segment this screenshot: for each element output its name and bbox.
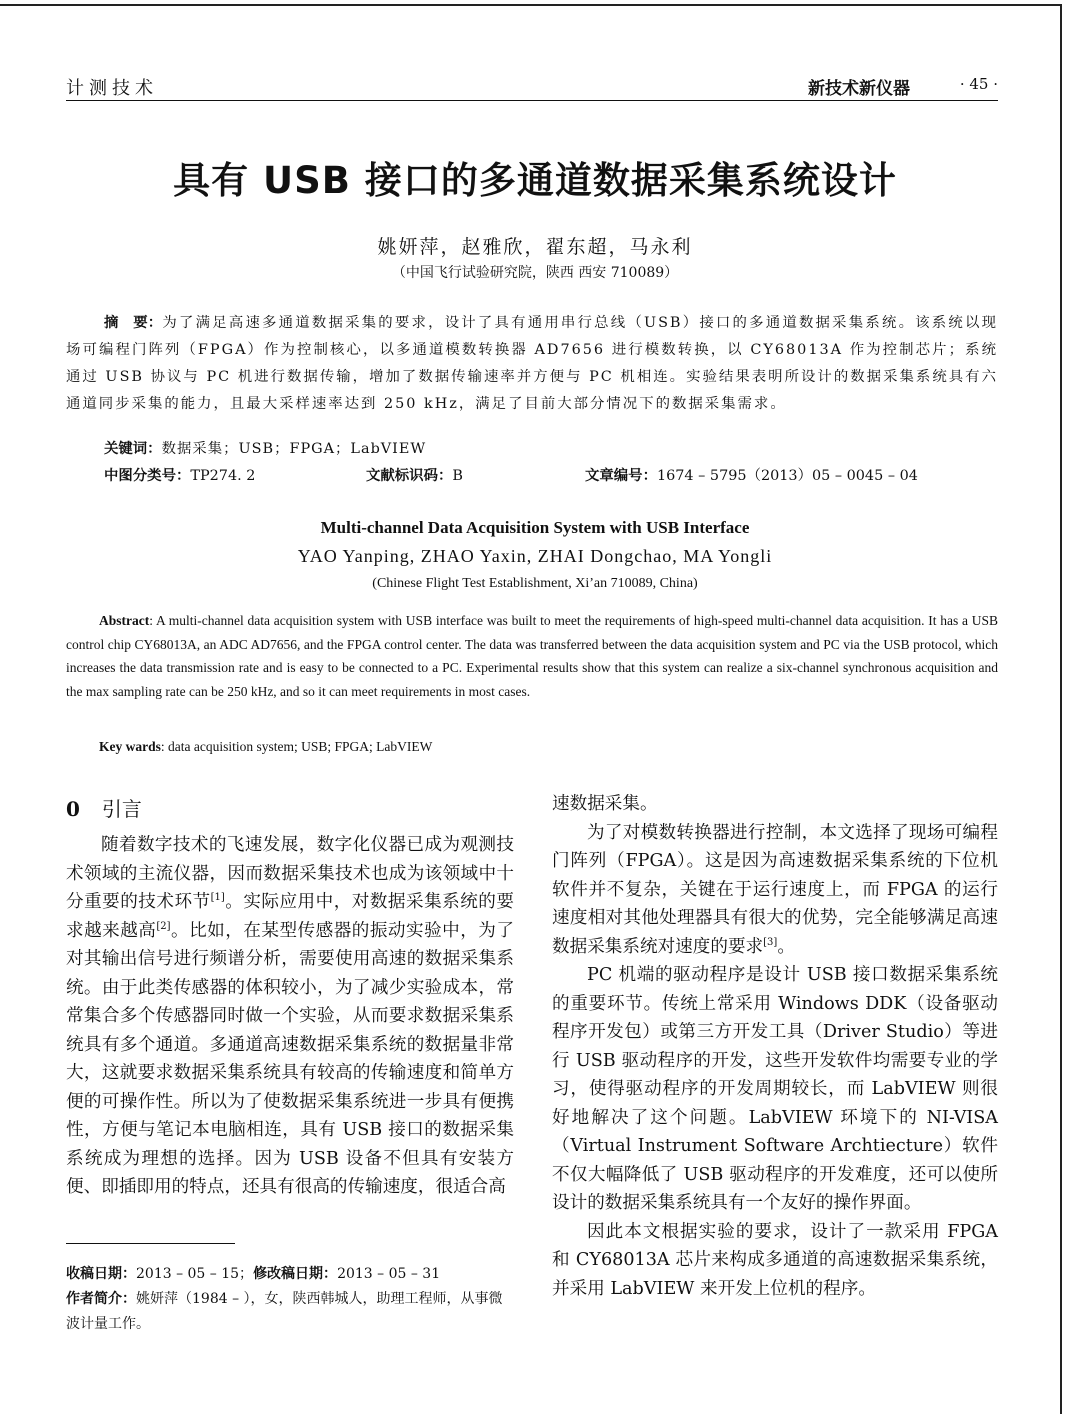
footnote-author-bio [66,1287,516,1337]
revised-date-value: 2013 – 05 – 31 [337,1266,441,1282]
paper-title: 具有 USB 接口的多通道数据采集系统设计 [173,159,897,202]
clc-value: TP274. 2 [190,468,256,484]
keywords-cn-label: 关键词： [104,441,162,457]
revised-date-label: 修改稿日期： [253,1266,338,1282]
paragraph [552,819,998,962]
author-bio-value: 姚妍萍（1984 – ），女，陕西韩城人，助理工程师，从事微波计量工作。 [66,1291,503,1332]
english-affiliation: (Chinese Flight Test Establishment, Xi’an 710089, China) [372,576,698,591]
paragraph: 因此本文根据实验的要求，设计了一款采用 FPGA 和 CY68013A 芯片来构成多通道的高速数据采集系统，并采用 LabVIEW 来开发上位机的程序。 [552,1221,998,1299]
doc-code [366,464,463,485]
citation-ref-2[interactable]: [2] [156,920,171,932]
footnote-dates [66,1262,516,1287]
footnotes [66,1262,516,1337]
article-number [585,464,918,485]
section-heading-introduction [66,793,142,822]
paragraph-text: 随着数字技术的飞速发展，数字化仪器已成为观测技术领域的主流仪器，因而数据采集技术也成为该领域中十分重要的技术环节 [66,835,514,912]
paragraph-text: 。 [777,936,795,957]
author-bio-label: 作者简介： [66,1291,136,1307]
english-keywords [99,739,432,755]
doc-code-value: B [452,468,463,484]
article-number-label: 文章编号： [585,468,657,484]
keywords-cn-text: 数据采集；USB；FPGA；LabVIEW [161,441,427,457]
english-keywords-text: : data acquisition system; USB; FPGA; LabVIEW [160,739,433,754]
english-title: Multi-channel Data Acquisition System with USB Interface [320,518,750,537]
received-date-value: 2013 – 05 – 15； [136,1266,254,1282]
body-column-left [66,831,514,1202]
english-abstract-label: Abstract [99,613,150,628]
section-title: 引言 [101,797,142,821]
abstract-cn-label: 摘 要： [104,315,163,331]
citation-ref-1[interactable]: [1] [210,892,225,903]
section-number: 0 [66,797,80,821]
page-number: · 45 · [959,75,998,93]
affiliation-cn: （中国飞行试验研究院，陕西 西安 710089） [391,265,679,281]
section-name: 新技术新仪器 [808,79,910,99]
abstract-cn-text: 为了满足高速多通道数据采集的要求，设计了具有通用串行总线（USB）接口的多通道数据采集系统。该系统以现场可编程门阵列（FPGA）作为控制核心，以多通道模数转换器 AD7656 进行模数转换，以 CY68013A 作为控制芯片；系统通过 USB 协议与 PC 机进行数据传输，增加了数据传输速率并方便与 PC 机相连。实验结果表明所设计的数据采集系统具有六通道同步采集的能力，且最大采样速率达到 250 kHz，满足了目前大部分情况下的数据采集需求。 [66,315,998,412]
paragraph: 速数据采集。 [552,794,658,814]
body-column-right [552,790,998,1303]
page-frame-right [1060,4,1062,1414]
paragraph-text: 为了对模数转换器进行控制，本文选择了现场可编程门阵列（FPGA）。这是因为高速数据采集系统的下位机软件并不复杂，关键在于运行速度上，而 FPGA 的运行速度相对其他处理器具有很大的优势，完全能够满足高速数据采集系统对速度的要求 [552,822,998,957]
keywords-cn [104,437,426,458]
paragraph [66,831,514,1202]
received-date-label: 收稿日期： [66,1266,136,1282]
paragraph-text: 。比如，在某型传感器的振动实验中，为了对其输出信号进行频谱分析，需要使用高速的数据采集系统。由于此类传感器的体积较小，为了减少实验成本，常常集合多个传感器同时做一个实验，从而要求数据采集系统具有多个通道。多通道高速数据采集系统的数据量非常大，这就要求数据采集系统具有较高的传输速度和简单方便的可操作性。所以为了使数据采集系统进一步具有便携性，方便与笔记本电脑相连，具有 USB 接口的数据采集系统成为理想的选择。因为 USB 设备不但具有安装方便、即插即用的特点，还具有很高的传输速度，很适合高 [66,920,514,1197]
paragraph: PC 机端的驱动程序是设计 USB 接口数据采集系统的重要环节。传统上常采用 Windows DDK（设备驱动程序开发包）或第三方开发工具（Driver Studio）等进行 USB 驱动程序的开发，这些开发软件均需要专业的学习，使得驱动程序的开发周期较长，而 LabVIEW 则很好地解决了这个问题。LabVIEW 环境下的 NI-VISA（Virtual Instrument Software Archtiecture）软件不仅大幅降低了 USB 驱动程序的开发难度，还可以使所设计的数据采集系统具有一个友好的操作界面。 [552,965,998,1213]
running-header [66,74,998,101]
abstract-cn [66,310,998,418]
english-authors: YAO Yanping, ZHAO Yaxin, ZHAI Dongchao, MA Yongli [297,546,773,566]
article-number-value: 1674 – 5795（2013）05 – 0045 – 04 [656,468,918,484]
english-keywords-label: Key wards [99,739,161,754]
english-abstract [66,609,998,703]
citation-ref-3[interactable]: [3] [763,936,778,948]
footnote-divider [66,1243,235,1244]
doc-code-label: 文献标识码： [366,468,453,484]
journal-name: 计测技术 [66,78,158,99]
paragraph-text: 。实际应用中，对数据采集系统的要求越来越高 [66,892,514,941]
clc-label: 中图分类号： [104,468,191,484]
clc-number [104,464,255,485]
page-frame-top [0,4,1062,6]
authors-cn: 姚妍萍，赵雅欣，翟东超，马永利 [377,236,693,258]
english-abstract-text: : A multi-channel data acquisition system with USB interface was built to meet the requirements of high-speed multi-channel data acquisition. It has a USB control chip CY68013A, an ADC AD7656, and the FPGA control center. The data was transferred between the data acquisition system and PC via the USB protocol, which increases the data transmission rate and is easy to be connected to a PC. Experimental results show that this system can realize a six-channel synchronous acquisition and the max sampling rate can be 250 kHz, and so it can meet requirements in most cases. [66,613,998,699]
